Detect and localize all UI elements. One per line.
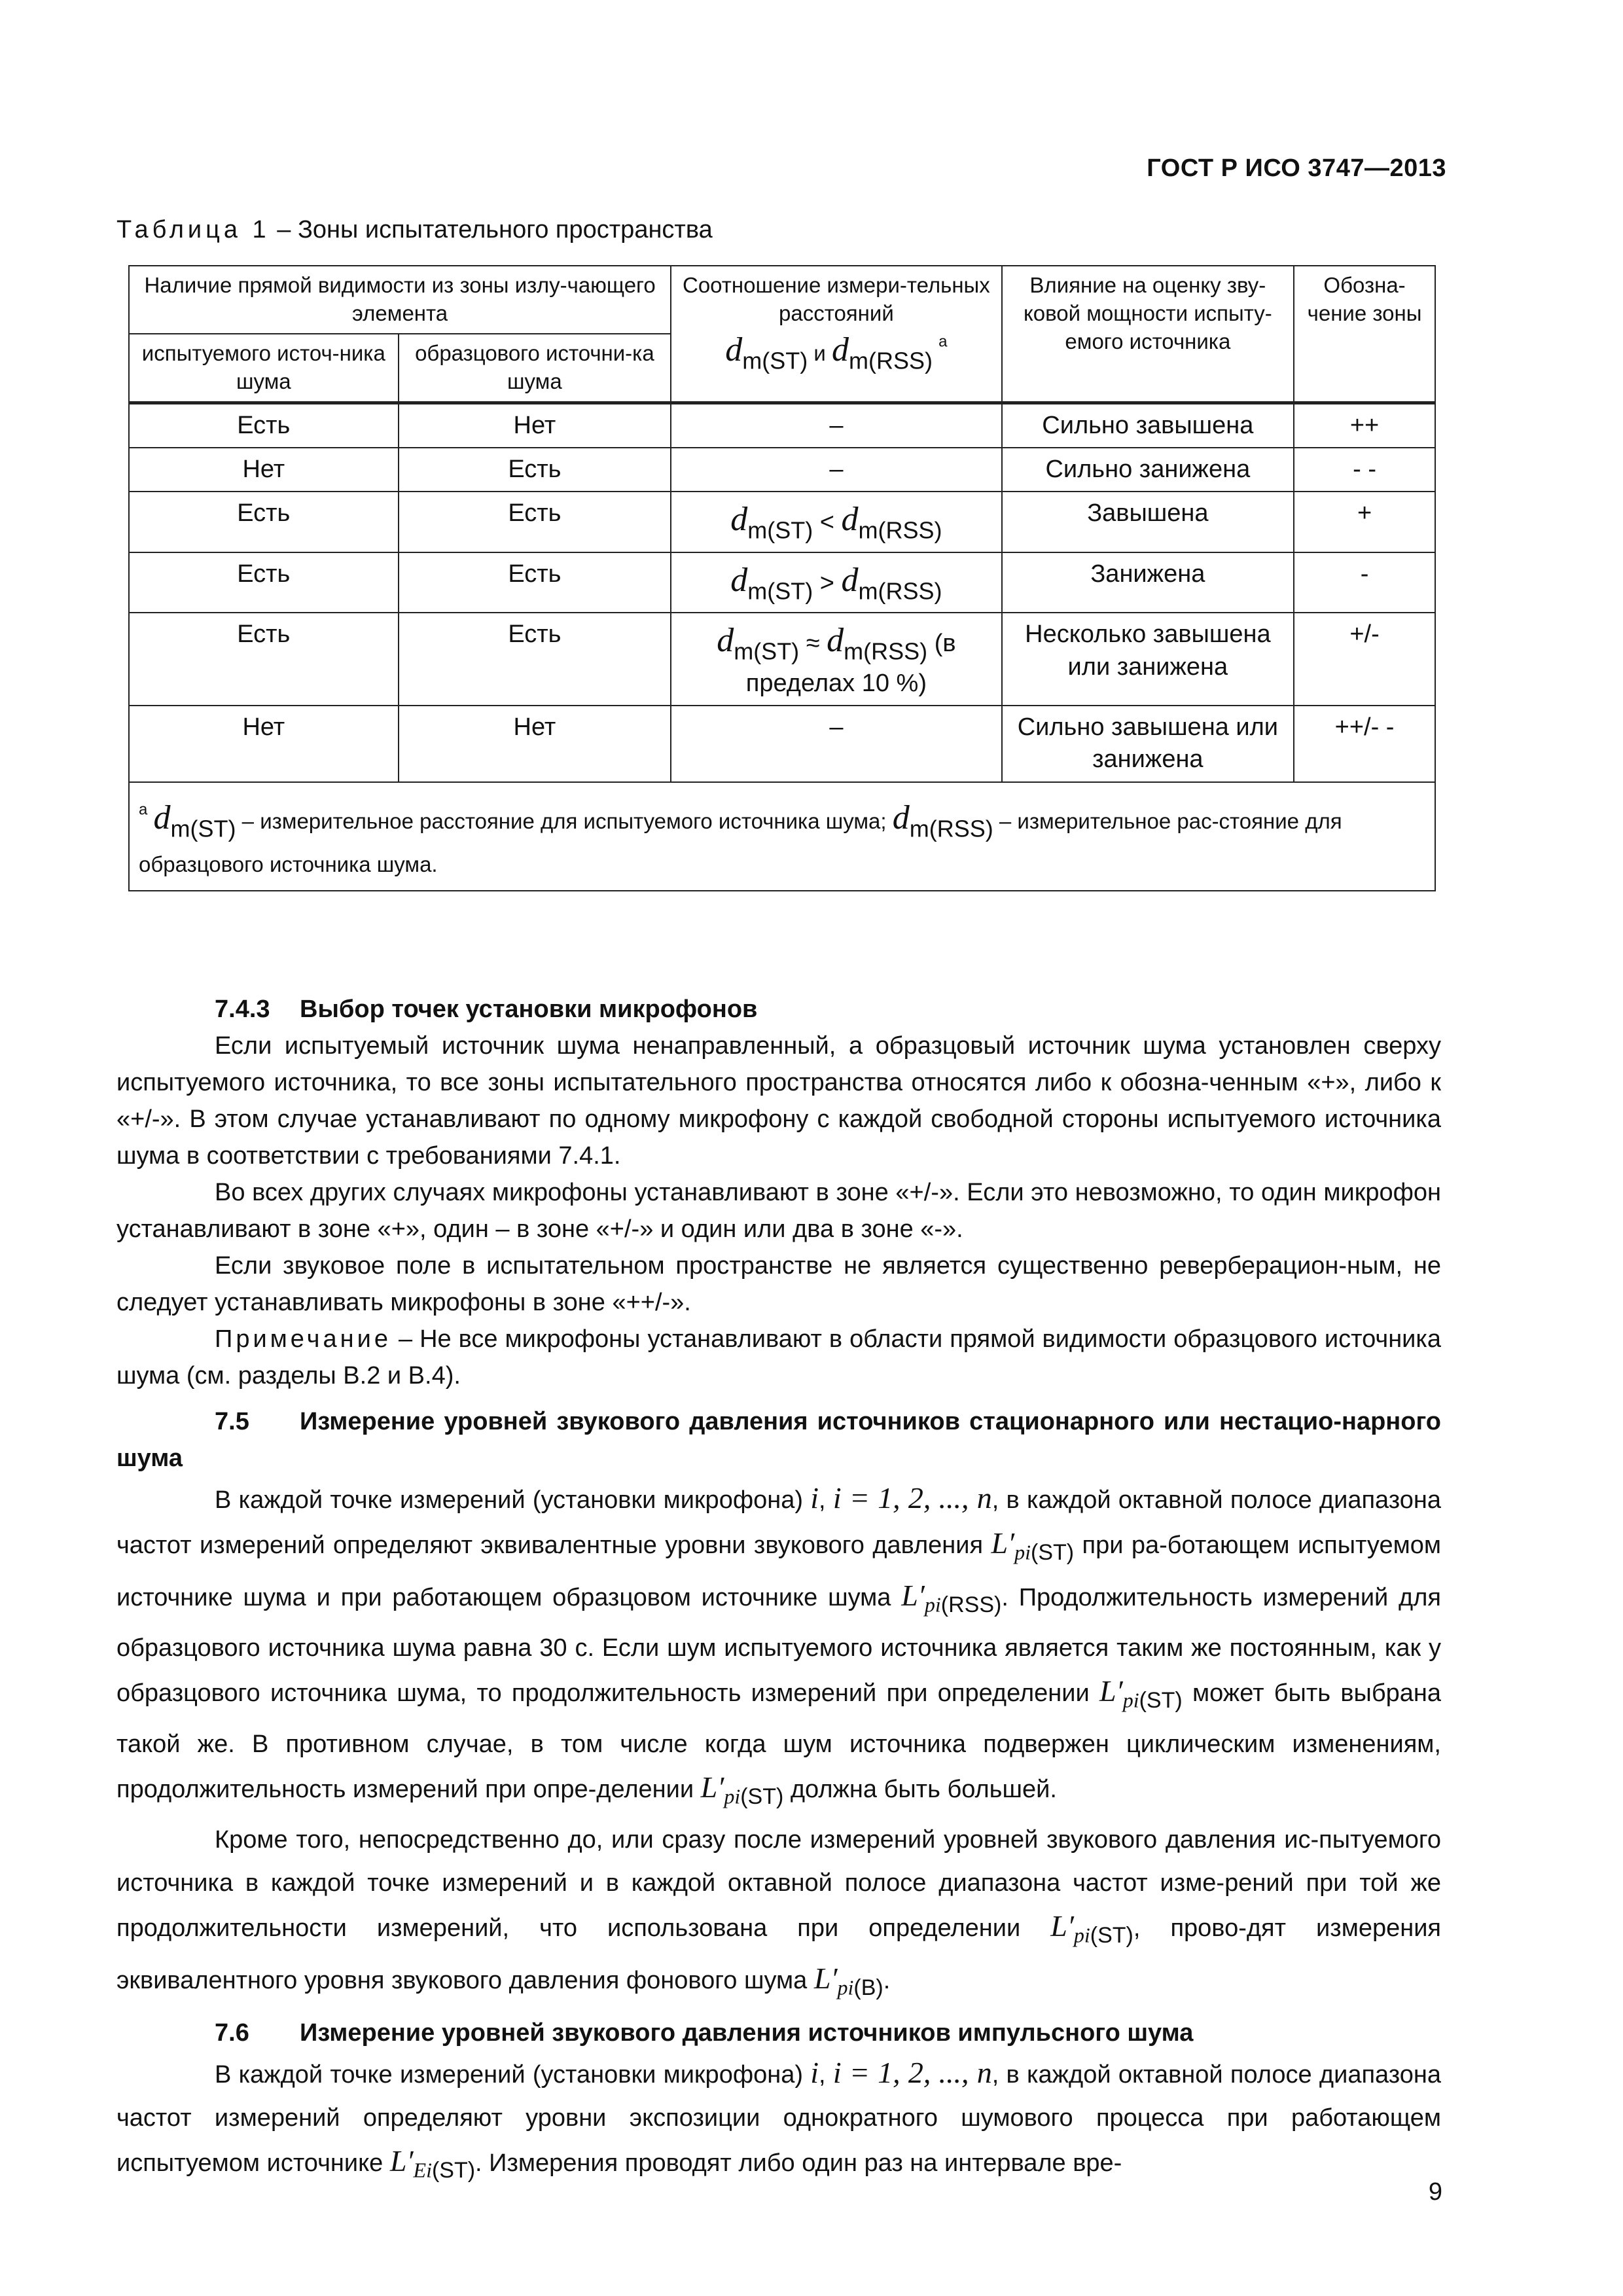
section-7-5-heading: 7.5 Измерение уровней звукового давления источников стационарного или нестацио-нарного шума (116, 1408, 1441, 1472)
cell-test: Есть (129, 403, 399, 448)
standard-header: ГОСТ Р ИСО 3747—2013 (1147, 154, 1446, 182)
header-influence: Влияние на оценку зву-ковой мощности испыту-емого источника (1002, 266, 1294, 403)
paragraph: Кроме того, непосредственно до, или сразу после измерений уровней звукового давления ис-пытуемого источника в каждой точке измерений и в каждой октавной полосе диапазона частот изме-рений при той же продолжительности измерений, что использована при определении $L'_{pi}(ST)$, прово-дят измерения эквивалентного уровня звукового давления фонового шума $L'_{pi}(B)$. (116, 1825, 1442, 2001)
table-row (129, 552, 1435, 613)
cell-test: Есть (129, 613, 399, 706)
header-distance-ratio (671, 266, 1001, 403)
cell-reference: Нет (399, 403, 671, 448)
header-distance-ratio-formula: dm(ST) и dm(RSS) $^a$ (725, 331, 948, 374)
cell-test: Есть (129, 492, 399, 552)
cell-influence: Завышена (1002, 492, 1294, 552)
cell-reference: Есть (399, 613, 671, 706)
table-row (129, 448, 1435, 492)
cell-zone: ++ (1294, 403, 1435, 448)
cell-influence: Сильно завышена или занижена (1002, 706, 1294, 782)
paragraph: Если испытуемый источник шума ненаправленный, а образцовый источник шума установлен сверху испытуемого источника, то все зоны испытательного пространства относятся либо к обозна-ченным «+», либо к «+/-». В этом случае устанавливают по одному микрофону с каждой свободной стороны испытуемого источника шума в соответствии с требованиями 7.4.1. (116, 1032, 1441, 1170)
table-caption-label: Таблица 1 (116, 216, 270, 243)
header-zone-designation: Обозна-чение зоны (1294, 266, 1435, 403)
cell-zone: ++/- - (1294, 706, 1435, 782)
cell-reference: Есть (399, 448, 671, 492)
cell-zone: - (1294, 552, 1435, 613)
cell-influence: Сильно завышена (1002, 403, 1294, 448)
table-row (129, 403, 1435, 448)
document-body (116, 986, 1441, 2192)
cell-ratio: dm(ST) > dm(RSS) (671, 552, 1001, 613)
cell-zone: +/- (1294, 613, 1435, 706)
header-distance-ratio-text: Соотношение измери-тельных расстояний (682, 273, 990, 325)
header-reference-source: образцового источни-ка шума (399, 334, 671, 403)
table-footnote: $^a$ dm(ST) – измерительное расстояние для испытуемого источника шума; dm(RSS) – измерительное рас-стояние для образцового источника шума. (129, 782, 1435, 891)
header-test-source: испытуемого источ-ника шума (129, 334, 399, 403)
cell-ratio: – (671, 448, 1001, 492)
cell-ratio: dm(ST) ≈ dm(RSS) (в пределах 10 %) (671, 613, 1001, 706)
cell-reference: Есть (399, 492, 671, 552)
cell-ratio: dm(ST) < dm(RSS) (671, 492, 1001, 552)
note: Примечание – Не все микрофоны устанавливают в области прямой видимости образцового источника шума (см. разделы В.2 и В.4). (116, 1325, 1442, 1390)
paragraph: Если звуковое поле в испытательном пространстве не является существенно реверберацион-ным, не следует устанавливать микрофоны в зоне «++/-». (116, 1252, 1441, 1316)
cell-zone: - - (1294, 448, 1435, 492)
table-footnote-row (129, 782, 1435, 891)
table-caption-text: – Зоны испытательного пространства (277, 216, 713, 243)
cell-ratio: – (671, 403, 1001, 448)
cell-test: Нет (129, 706, 399, 782)
header-visibility-group: Наличие прямой видимости из зоны излу-чающего элемента (129, 266, 671, 334)
cell-influence: Несколько завышена или занижена (1002, 613, 1294, 706)
cell-zone: + (1294, 492, 1435, 552)
section-7-6-heading: 7.6 Измерение уровней звукового давления источников импульсного шума (215, 2019, 1194, 2047)
paragraph: Во всех других случаях микрофоны устанавливают в зоне «+/-». Если это невозможно, то один микрофон устанавливают в зоне «+», один – в зоне «+/-» и один или два в зоне «-». (116, 1179, 1441, 1243)
table-row (129, 613, 1435, 706)
table-caption (116, 216, 713, 244)
section-7-4-3-heading: 7.4.3 Выбор точек установки микрофонов (215, 996, 758, 1023)
zones-table (128, 265, 1436, 891)
cell-reference: Нет (399, 706, 671, 782)
paragraph: В каждой точке измерений (установки микрофона) i, i = 1, 2, ..., n, в каждой октавной полосе диапазона частот измерений определяют уровни экспозиции однократного шумового процесса при работающем испытуемом источнике $L'_{Ei}(ST)$. Измерения проводят либо один раз на интервале вре- (116, 2056, 1441, 2183)
paragraph: В каждой точке измерений (установки микрофона) i, i = 1, 2, ..., n, в каждой октавной полосе диапазона частот измерений определяют эквивалентные уровни звукового давления $L'_{pi}(ST)$ при ра-ботающем испытуемом источнике шума и при работающем образцовом источнике шума $L'_{pi}(RSS)$. Продолжительность измерений для образцового источника шума равна 30 с. Если шум испытуемого источника является таким же постоянным, как у образцового источника шума, то продолжительность измерений при определении $L'_{pi}(ST)$ может быть выбрана такой же. В противном случае, в том числе когда шум источника подвержен циклическим изменениям, продолжительность измерений при опре-делении $L'_{pi}(ST)$ должна быть большей. (116, 1481, 1442, 1809)
cell-test: Есть (129, 552, 399, 613)
table-row (129, 706, 1435, 782)
cell-influence: Сильно занижена (1002, 448, 1294, 492)
cell-test: Нет (129, 448, 399, 492)
cell-reference: Есть (399, 552, 671, 613)
table-row (129, 492, 1435, 552)
cell-ratio: – (671, 706, 1001, 782)
cell-influence: Занижена (1002, 552, 1294, 613)
page-number: 9 (1428, 2178, 1442, 2206)
